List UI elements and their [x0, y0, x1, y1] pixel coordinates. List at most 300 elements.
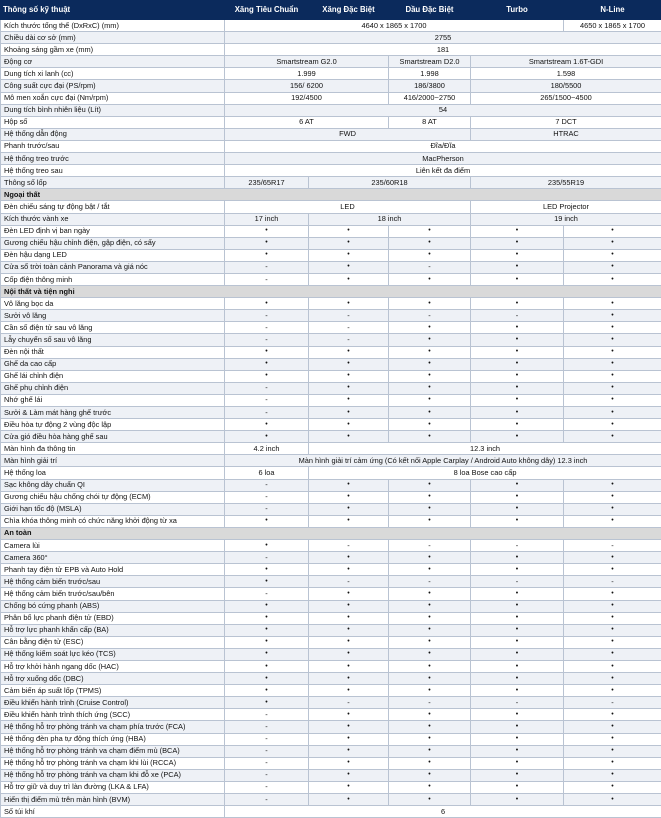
- feature-dot: •: [471, 745, 564, 757]
- feature-dot: •: [564, 310, 661, 322]
- row-label: Giới hạn tốc độ (MSLA): [1, 503, 225, 515]
- feature-dot: •: [471, 660, 564, 672]
- feature-dot: •: [225, 612, 309, 624]
- feature-dot: •: [471, 382, 564, 394]
- table-row: [1, 721, 661, 733]
- feature-absent: -: [225, 721, 309, 733]
- table-row: [1, 346, 661, 358]
- feature-dot: •: [225, 431, 309, 443]
- feature-absent: -: [225, 261, 309, 273]
- feature-dot: •: [309, 491, 389, 503]
- feature-dot: •: [564, 322, 661, 334]
- feature-dot: •: [564, 552, 661, 564]
- feature-dot: •: [389, 612, 471, 624]
- feature-dot: •: [471, 431, 564, 443]
- row-label: Chiều dài cơ sở (mm): [1, 32, 225, 44]
- feature-dot: •: [389, 503, 471, 515]
- feature-dot: •: [389, 636, 471, 648]
- table-row: [1, 515, 661, 527]
- row-label: Điều khiển hành trình thích ứng (SCC): [1, 709, 225, 721]
- row-label: Hiển thị điểm mù trên màn hình (BVM): [1, 794, 225, 806]
- feature-absent: -: [225, 733, 309, 745]
- table-row: [1, 612, 661, 624]
- table-row: [1, 358, 661, 370]
- feature-dot: •: [309, 479, 389, 491]
- feature-dot: •: [389, 334, 471, 346]
- table-row: [1, 660, 661, 672]
- feature-absent: -: [225, 769, 309, 781]
- feature-dot: •: [389, 346, 471, 358]
- feature-dot: •: [564, 794, 661, 806]
- row-label: Ghế phụ chỉnh điện: [1, 382, 225, 394]
- feature-dot: •: [309, 709, 389, 721]
- feature-dot: •: [389, 370, 471, 382]
- table-row: [1, 479, 661, 491]
- table-row: [1, 624, 661, 636]
- feature-absent: -: [309, 334, 389, 346]
- feature-dot: •: [225, 564, 309, 576]
- feature-dot: •: [389, 794, 471, 806]
- feature-dot: •: [309, 769, 389, 781]
- feature-dot: •: [564, 225, 661, 237]
- table-row: [1, 56, 661, 68]
- row-label: Hệ thống hỗ trợ phòng tránh va chạm phía trước (FCA): [1, 721, 225, 733]
- feature-dot: •: [225, 358, 309, 370]
- table-header-row: [1, 1, 661, 20]
- table-row: [1, 745, 661, 757]
- table-row: [1, 709, 661, 721]
- row-label: Hộp số: [1, 116, 225, 128]
- feature-dot: •: [471, 781, 564, 793]
- feature-dot: •: [225, 685, 309, 697]
- feature-absent: -: [309, 540, 389, 552]
- feature-dot: •: [471, 794, 564, 806]
- row-label: Cần số điện tử sau vô lăng: [1, 322, 225, 334]
- row-label: Động cơ: [1, 56, 225, 68]
- feature-dot: •: [389, 225, 471, 237]
- feature-dot: •: [309, 794, 389, 806]
- feature-dot: •: [389, 648, 471, 660]
- feature-dot: •: [564, 346, 661, 358]
- table-row: [1, 394, 661, 406]
- feature-dot: •: [225, 249, 309, 261]
- feature-absent: -: [225, 491, 309, 503]
- feature-absent: -: [471, 310, 564, 322]
- row-label: Hệ thống hỗ trợ phòng tránh va chạm khi đỗ xe (PCA): [1, 769, 225, 781]
- row-label: Hỗ trợ lực phanh khẩn cấp (BA): [1, 624, 225, 636]
- feature-dot: •: [389, 769, 471, 781]
- row-label: Hệ thống cảm biến trước/sau/bên: [1, 588, 225, 600]
- row-label: Hệ thống dẫn động: [1, 128, 225, 140]
- row-label: Cốp điện thông minh: [1, 273, 225, 285]
- table-row: [1, 491, 661, 503]
- table-row: [1, 20, 661, 32]
- feature-dot: •: [564, 407, 661, 419]
- row-label: Màn hình giải trí: [1, 455, 225, 467]
- table-row: [1, 540, 661, 552]
- table-row: [1, 177, 661, 189]
- feature-dot: •: [471, 600, 564, 612]
- feature-dot: •: [309, 273, 389, 285]
- feature-absent: -: [225, 588, 309, 600]
- table-row: [1, 68, 661, 80]
- feature-dot: •: [389, 273, 471, 285]
- feature-dot: •: [389, 237, 471, 249]
- feature-absent: -: [225, 322, 309, 334]
- feature-absent: -: [471, 540, 564, 552]
- spec-value: 19 inch: [471, 213, 661, 225]
- row-label: Đèn hậu dạng LED: [1, 249, 225, 261]
- table-row: [1, 225, 661, 237]
- feature-dot: •: [564, 237, 661, 249]
- header-trim: Dầu Đặc Biệt: [389, 1, 471, 20]
- feature-dot: •: [564, 624, 661, 636]
- row-label: Hệ thống đèn pha tự động thích ứng (HBA): [1, 733, 225, 745]
- table-row: [1, 165, 661, 177]
- feature-dot: •: [225, 298, 309, 310]
- feature-absent: -: [471, 576, 564, 588]
- feature-dot: •: [471, 685, 564, 697]
- feature-dot: •: [564, 503, 661, 515]
- section-header-row: [1, 527, 661, 539]
- feature-dot: •: [389, 624, 471, 636]
- table-row: [1, 443, 661, 455]
- feature-dot: •: [389, 394, 471, 406]
- feature-dot: •: [309, 624, 389, 636]
- row-label: Cửa sổ trời toàn cảnh Panorama và giá nóc: [1, 261, 225, 273]
- table-row: [1, 116, 661, 128]
- feature-absent: -: [389, 261, 471, 273]
- feature-absent: -: [564, 576, 661, 588]
- row-label: Cân bằng điện tử (ESC): [1, 636, 225, 648]
- feature-dot: •: [471, 407, 564, 419]
- feature-dot: •: [389, 588, 471, 600]
- spec-value: 235/60R18: [309, 177, 471, 189]
- row-label: Gương chiếu hậu chỉnh điện, gập điện, có sấy: [1, 237, 225, 249]
- feature-absent: -: [389, 310, 471, 322]
- table-row: [1, 153, 661, 165]
- feature-absent: -: [225, 757, 309, 769]
- row-label: Sưởi & Làm mát hàng ghế trước: [1, 407, 225, 419]
- feature-dot: •: [471, 721, 564, 733]
- table-row: [1, 564, 661, 576]
- feature-dot: •: [564, 370, 661, 382]
- spec-value: 186/3800: [389, 80, 471, 92]
- spec-value: FWD: [225, 128, 471, 140]
- table-row: [1, 334, 661, 346]
- feature-dot: •: [309, 648, 389, 660]
- header-trim: Turbo: [471, 1, 564, 20]
- feature-dot: •: [471, 261, 564, 273]
- feature-dot: •: [564, 419, 661, 431]
- feature-dot: •: [471, 503, 564, 515]
- feature-dot: •: [225, 515, 309, 527]
- row-label: Chống bó cứng phanh (ABS): [1, 600, 225, 612]
- feature-dot: •: [471, 358, 564, 370]
- table-row: [1, 419, 661, 431]
- feature-dot: •: [309, 249, 389, 261]
- row-label: Điều khiển hành trình (Cruise Control): [1, 697, 225, 709]
- feature-dot: •: [471, 394, 564, 406]
- feature-dot: •: [389, 298, 471, 310]
- row-label: Phanh trước/sau: [1, 140, 225, 152]
- feature-dot: •: [389, 358, 471, 370]
- feature-dot: •: [309, 431, 389, 443]
- feature-dot: •: [309, 407, 389, 419]
- feature-dot: •: [564, 673, 661, 685]
- feature-dot: •: [309, 612, 389, 624]
- feature-dot: •: [225, 648, 309, 660]
- feature-dot: •: [309, 564, 389, 576]
- table-row: [1, 455, 661, 467]
- spec-value: 1.598: [471, 68, 661, 80]
- feature-dot: •: [564, 757, 661, 769]
- feature-dot: •: [471, 249, 564, 261]
- row-label: Thông số lốp: [1, 177, 225, 189]
- row-label: Điều hòa tự động 2 vùng độc lập: [1, 419, 225, 431]
- table-row: [1, 407, 661, 419]
- row-label: Khoảng sáng gầm xe (mm): [1, 44, 225, 56]
- table-row: [1, 806, 661, 818]
- feature-dot: •: [471, 479, 564, 491]
- feature-dot: •: [389, 600, 471, 612]
- feature-dot: •: [309, 733, 389, 745]
- feature-dot: •: [564, 745, 661, 757]
- feature-dot: •: [225, 237, 309, 249]
- row-label: Hỗ trợ xuống dốc (DBC): [1, 673, 225, 685]
- header-trim: N-Line: [564, 1, 661, 20]
- table-row: [1, 685, 661, 697]
- feature-dot: •: [225, 419, 309, 431]
- feature-dot: •: [309, 673, 389, 685]
- feature-dot: •: [564, 261, 661, 273]
- spec-value: 6 AT: [225, 116, 389, 128]
- row-label: Dung tích bình nhiên liệu (Lít): [1, 104, 225, 116]
- table-row: [1, 44, 661, 56]
- feature-dot: •: [471, 733, 564, 745]
- table-row: [1, 273, 661, 285]
- spec-value: 4650 x 1865 x 1700: [564, 20, 661, 32]
- feature-dot: •: [389, 685, 471, 697]
- row-label: Vô lăng bọc da: [1, 298, 225, 310]
- feature-dot: •: [389, 673, 471, 685]
- feature-dot: •: [389, 515, 471, 527]
- feature-dot: •: [471, 769, 564, 781]
- row-label: Mô men xoắn cực đại (Nm/rpm): [1, 92, 225, 104]
- table-row: [1, 249, 661, 261]
- feature-dot: •: [564, 394, 661, 406]
- feature-absent: -: [225, 745, 309, 757]
- spec-value: 265/1500~4500: [471, 92, 661, 104]
- feature-dot: •: [309, 552, 389, 564]
- spec-value: 416/2000~2750: [389, 92, 471, 104]
- row-label: Phân bổ lực phanh điện tử (EBD): [1, 612, 225, 624]
- feature-dot: •: [225, 576, 309, 588]
- spec-value: 6: [225, 806, 661, 818]
- feature-dot: •: [564, 431, 661, 443]
- feature-dot: •: [309, 419, 389, 431]
- feature-dot: •: [225, 370, 309, 382]
- table-row: [1, 733, 661, 745]
- table-row: [1, 781, 661, 793]
- row-label: Đèn LED định vị ban ngày: [1, 225, 225, 237]
- feature-dot: •: [225, 673, 309, 685]
- feature-dot: •: [309, 600, 389, 612]
- row-label: Cảm biến áp suất lốp (TPMS): [1, 685, 225, 697]
- feature-dot: •: [309, 225, 389, 237]
- spec-value: 54: [225, 104, 661, 116]
- row-label: Cửa gió điều hòa hàng ghế sau: [1, 431, 225, 443]
- feature-absent: -: [564, 540, 661, 552]
- feature-absent: -: [225, 273, 309, 285]
- row-label: Đèn nội thất: [1, 346, 225, 358]
- spec-value: LED Projector: [471, 201, 661, 213]
- row-label: Phanh tay điện tử EPB và Auto Hold: [1, 564, 225, 576]
- feature-absent: -: [225, 503, 309, 515]
- row-label: Hệ thống hỗ trợ phòng tránh va chạm điểm mù (BCA): [1, 745, 225, 757]
- feature-dot: •: [471, 673, 564, 685]
- table-row: [1, 80, 661, 92]
- table-row: [1, 576, 661, 588]
- feature-dot: •: [309, 515, 389, 527]
- feature-absent: -: [225, 479, 309, 491]
- feature-dot: •: [309, 757, 389, 769]
- feature-dot: •: [564, 721, 661, 733]
- table-row: [1, 636, 661, 648]
- row-label: Đèn chiếu sáng tự động bật / tắt: [1, 201, 225, 213]
- section-title: An toàn: [1, 527, 661, 539]
- feature-dot: •: [471, 491, 564, 503]
- table-row: [1, 92, 661, 104]
- row-label: Camera lùi: [1, 540, 225, 552]
- spec-value: Liên kết đa điểm: [225, 165, 661, 177]
- table-row: [1, 382, 661, 394]
- row-label: Ghế da cao cấp: [1, 358, 225, 370]
- feature-absent: -: [389, 540, 471, 552]
- feature-absent: -: [389, 697, 471, 709]
- table-row: [1, 310, 661, 322]
- feature-dot: •: [564, 769, 661, 781]
- feature-dot: •: [564, 588, 661, 600]
- row-label: Chìa khóa thông minh có chức năng khởi động từ xa: [1, 515, 225, 527]
- spec-value: Smartstream G2.0: [225, 56, 389, 68]
- feature-dot: •: [564, 479, 661, 491]
- table-row: [1, 431, 661, 443]
- spec-value: Smartstream 1.6T-GDI: [471, 56, 661, 68]
- table-row: [1, 213, 661, 225]
- row-label: Dung tích xi lanh (cc): [1, 68, 225, 80]
- spec-value: 181: [225, 44, 661, 56]
- feature-dot: •: [389, 249, 471, 261]
- spec-value: 1.998: [389, 68, 471, 80]
- feature-dot: •: [389, 757, 471, 769]
- spec-value: Đĩa/Đĩa: [225, 140, 661, 152]
- feature-dot: •: [225, 225, 309, 237]
- feature-dot: •: [309, 781, 389, 793]
- table-row: [1, 298, 661, 310]
- table-row: [1, 757, 661, 769]
- spec-value: 2755: [225, 32, 661, 44]
- row-label: Kích thước tổng thể (DxRxC) (mm): [1, 20, 225, 32]
- row-label: Kích thước vành xe: [1, 213, 225, 225]
- feature-dot: •: [389, 564, 471, 576]
- feature-absent: -: [309, 697, 389, 709]
- feature-dot: •: [309, 588, 389, 600]
- feature-dot: •: [389, 479, 471, 491]
- feature-dot: •: [389, 431, 471, 443]
- feature-dot: •: [471, 564, 564, 576]
- feature-dot: •: [564, 382, 661, 394]
- feature-dot: •: [389, 407, 471, 419]
- table-row: [1, 104, 661, 116]
- spec-value: 8 AT: [389, 116, 471, 128]
- spec-value: 12.3 inch: [309, 443, 661, 455]
- feature-absent: -: [564, 697, 661, 709]
- header-trim: Xăng Tiêu Chuẩn: [225, 1, 309, 20]
- table-row: [1, 32, 661, 44]
- section-header-row: [1, 286, 661, 298]
- spec-value: 235/55R19: [471, 177, 661, 189]
- feature-dot: •: [309, 745, 389, 757]
- feature-dot: •: [225, 624, 309, 636]
- feature-dot: •: [309, 636, 389, 648]
- table-body: [1, 20, 661, 818]
- table-row: [1, 128, 661, 140]
- feature-dot: •: [564, 733, 661, 745]
- table-row: [1, 140, 661, 152]
- feature-dot: •: [389, 419, 471, 431]
- row-label: Hệ thống kiểm soát lực kéo (TCS): [1, 648, 225, 660]
- row-label: Hỗ trợ giữ và duy trì làn đường (LKA & LFA): [1, 781, 225, 793]
- feature-dot: •: [389, 721, 471, 733]
- feature-dot: •: [471, 612, 564, 624]
- table-row: [1, 503, 661, 515]
- row-label: Hệ thống hỗ trợ phòng tránh va chạm khi lùi (RCCA): [1, 757, 225, 769]
- feature-dot: •: [564, 358, 661, 370]
- spec-value: 192/4500: [225, 92, 389, 104]
- feature-absent: -: [471, 697, 564, 709]
- row-label: Số túi khí: [1, 806, 225, 818]
- feature-absent: -: [309, 576, 389, 588]
- feature-absent: -: [225, 552, 309, 564]
- spec-value: Màn hình giải trí cảm ứng (Có kết nối Apple Carplay / Android Auto không dây) 12.3 inch: [225, 455, 661, 467]
- header-spec: Thông số kỹ thuật: [1, 1, 225, 20]
- feature-dot: •: [309, 261, 389, 273]
- table-row: [1, 237, 661, 249]
- row-label: Ghế lái chỉnh điện: [1, 370, 225, 382]
- feature-dot: •: [225, 540, 309, 552]
- spec-value: 8 loa Bose cao cấp: [309, 467, 661, 479]
- feature-dot: •: [564, 298, 661, 310]
- feature-dot: •: [309, 346, 389, 358]
- spec-value: Smartstream D2.0: [389, 56, 471, 68]
- table-row: [1, 370, 661, 382]
- feature-absent: -: [389, 576, 471, 588]
- feature-dot: •: [309, 685, 389, 697]
- feature-absent: -: [225, 382, 309, 394]
- feature-dot: •: [564, 273, 661, 285]
- feature-absent: -: [225, 407, 309, 419]
- spec-value: 18 inch: [309, 213, 471, 225]
- feature-dot: •: [309, 382, 389, 394]
- table-row: [1, 648, 661, 660]
- table-row: [1, 697, 661, 709]
- feature-dot: •: [564, 491, 661, 503]
- header-trim: Xăng Đặc Biệt: [309, 1, 389, 20]
- section-title: Nội thất và tiện nghi: [1, 286, 661, 298]
- section-header-row: [1, 189, 661, 201]
- table-row: [1, 769, 661, 781]
